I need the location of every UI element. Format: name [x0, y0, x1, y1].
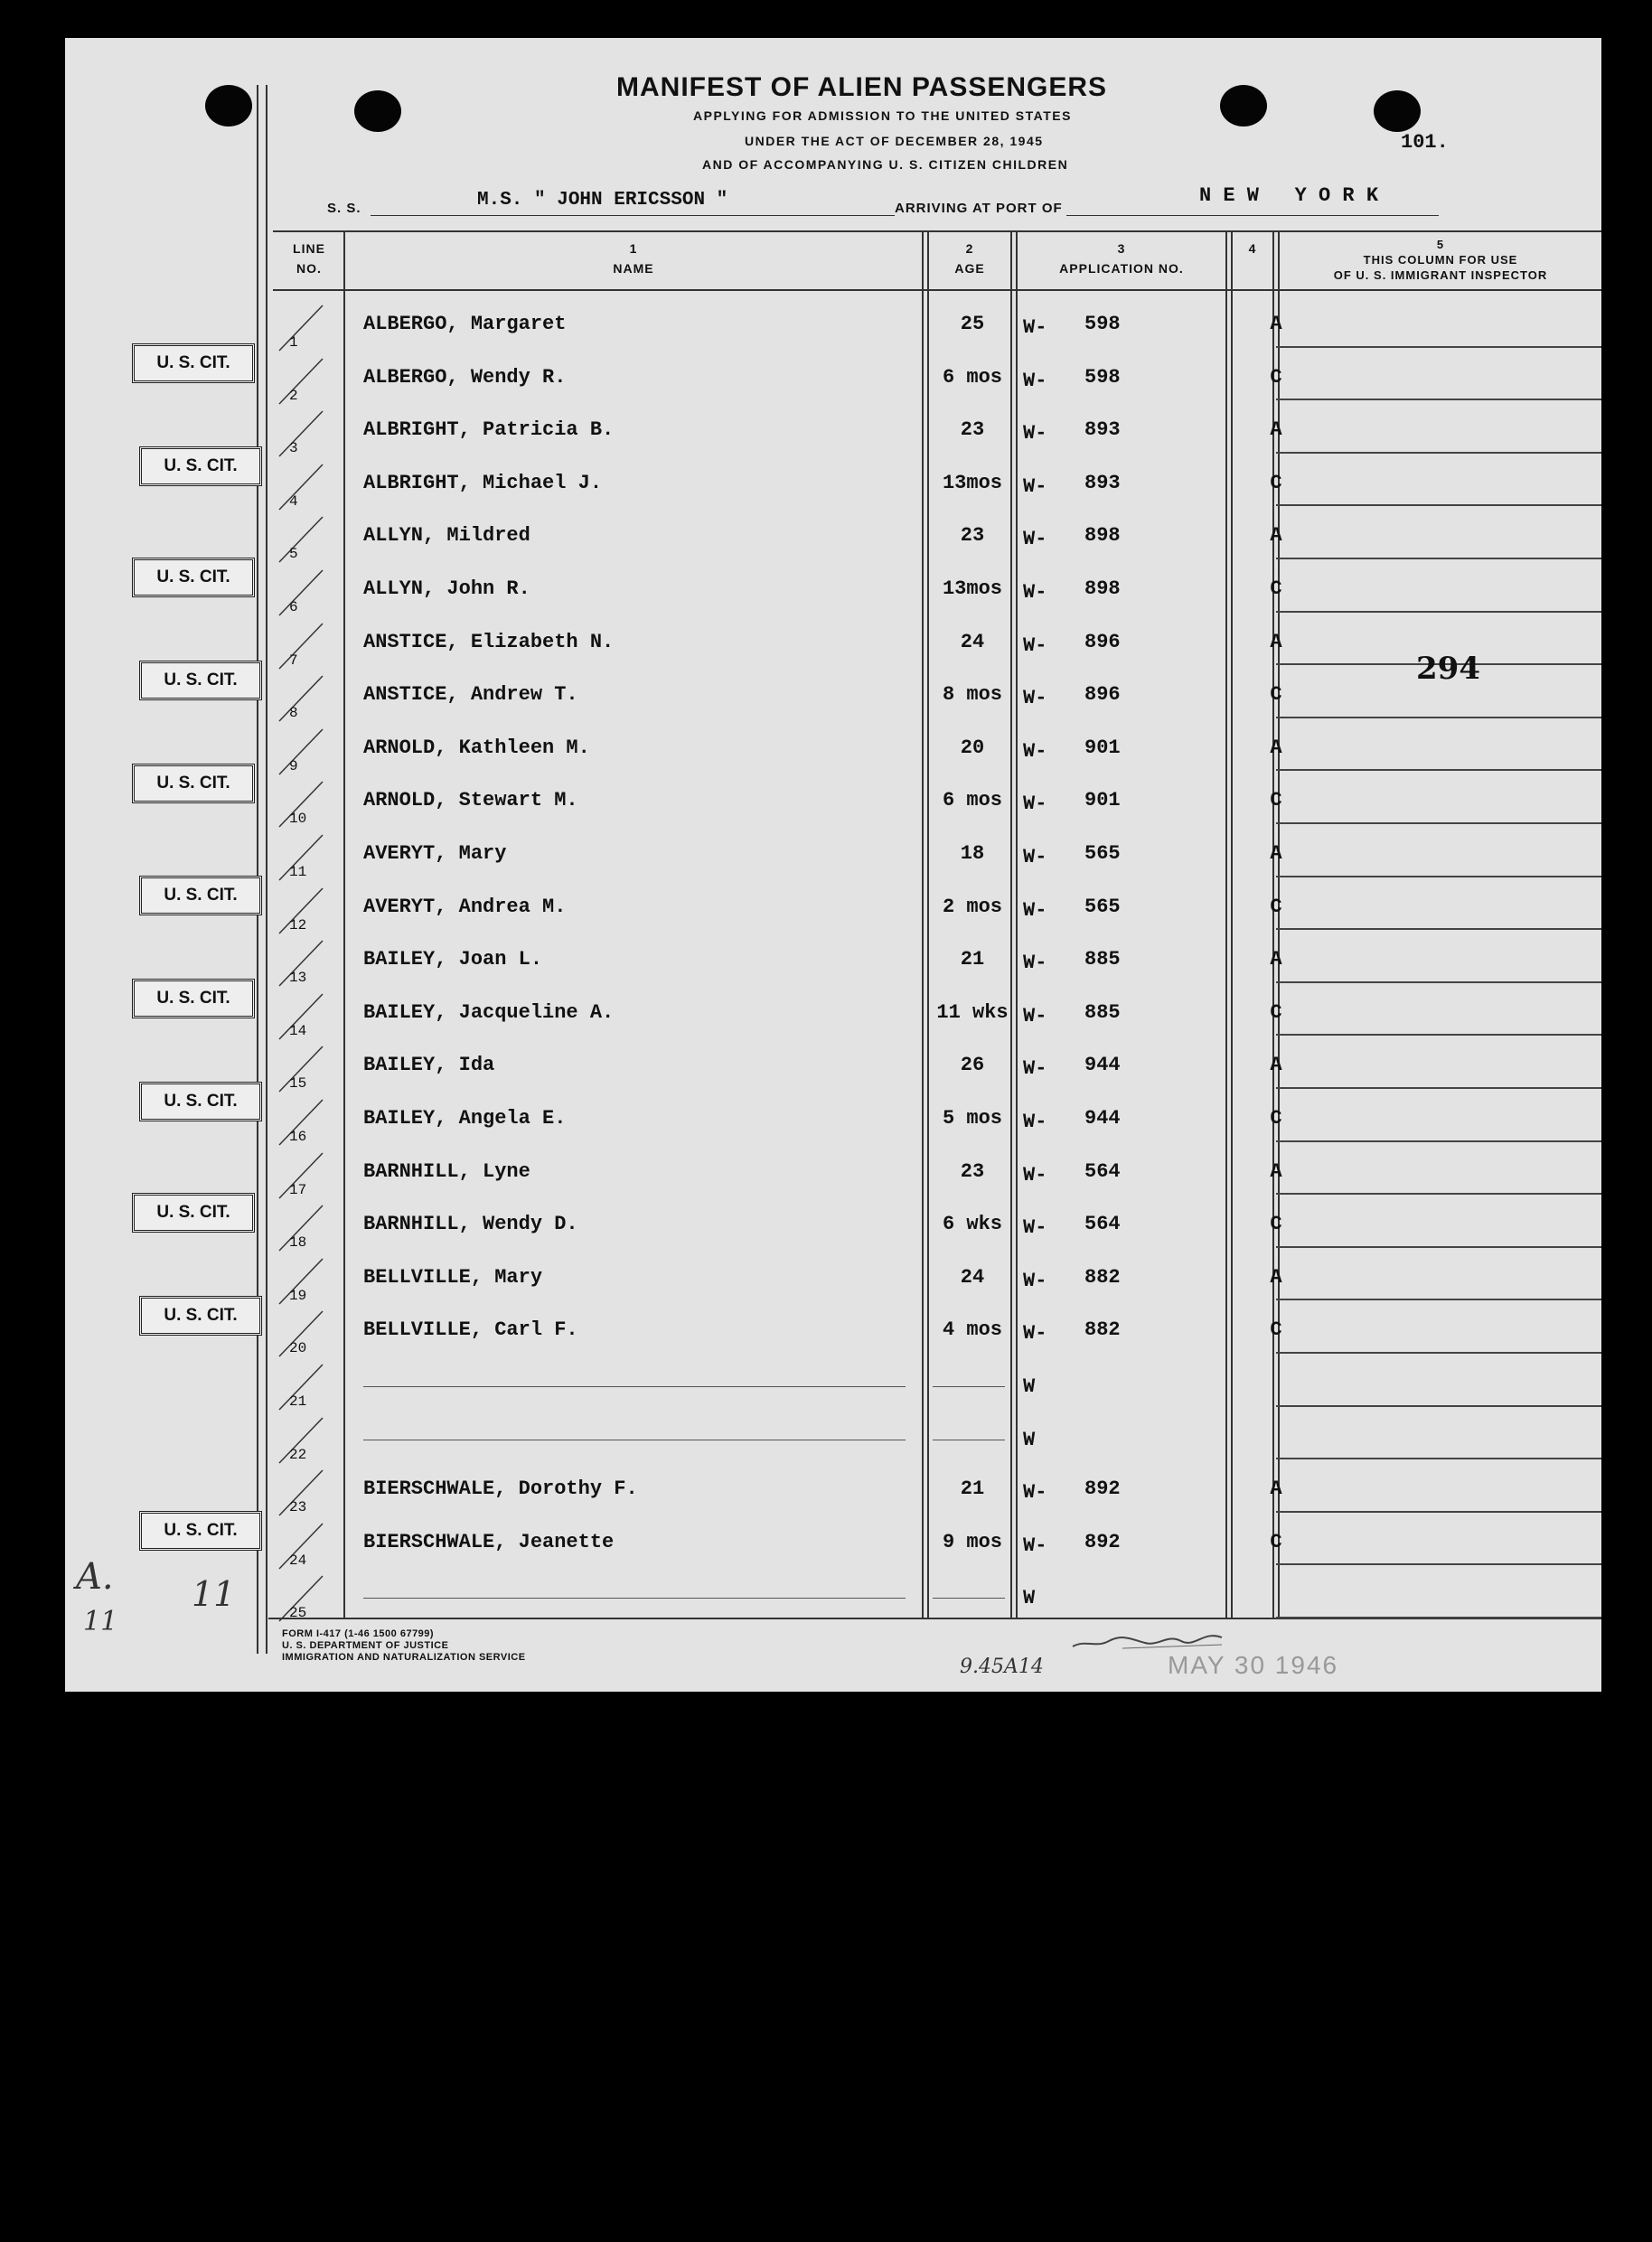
table-row	[65, 1041, 1601, 1094]
application-prefix: W-	[1023, 952, 1047, 975]
passenger-age: 21	[960, 1477, 985, 1501]
inspector-line	[1276, 611, 1601, 613]
header-name: 1 NAME	[613, 241, 654, 276]
passenger-age: 13mos	[942, 471, 1002, 494]
inspector-line	[1276, 1193, 1601, 1195]
us-citizen-stamp: U. S. CIT.	[132, 764, 255, 803]
line-number: 10	[289, 811, 307, 828]
passenger-class: A	[1270, 948, 1282, 971]
us-citizen-stamp: U. S. CIT.	[132, 979, 255, 1018]
table-row	[65, 1148, 1601, 1201]
table-row	[65, 1571, 1601, 1624]
us-citizen-stamp: U. S. CIT.	[139, 661, 262, 700]
application-prefix: W-	[1023, 633, 1047, 657]
form-subtitle: APPLYING FOR ADMISSION TO THE UNITED STATES	[693, 108, 1072, 123]
application-prefix: W-	[1023, 474, 1047, 498]
table-row	[65, 406, 1601, 459]
form-subtitle: AND OF ACCOMPANYING U. S. CITIZEN CHILDREN	[702, 157, 1069, 172]
application-prefix: W-	[1023, 739, 1047, 763]
passenger-age: 4 mos	[942, 1318, 1002, 1342]
line-slash	[277, 511, 324, 564]
handwritten-code: 9.45A14	[960, 1656, 1044, 1678]
line-number: 23	[289, 1499, 307, 1516]
inspector-line	[1276, 717, 1601, 718]
application-number: 885	[1084, 1000, 1121, 1024]
line-number: 1	[289, 334, 298, 351]
application-number: 896	[1084, 630, 1121, 653]
passenger-name: BARNHILL, Lyne	[363, 1159, 530, 1183]
application-number: 885	[1084, 948, 1121, 971]
us-citizen-stamp: U. S. CIT.	[139, 446, 262, 486]
application-prefix: W-	[1023, 846, 1047, 868]
application-prefix: W	[1023, 1428, 1036, 1451]
passenger-name: BAILEY, Jacqueline A.	[363, 1000, 615, 1024]
passenger-class: C	[1270, 365, 1282, 389]
line-number: 18	[289, 1234, 307, 1252]
passenger-age: 9 mos	[942, 1530, 1002, 1553]
table-top-rule	[273, 230, 1601, 232]
inspector-line	[1276, 1299, 1601, 1300]
passenger-age: 6 wks	[942, 1213, 1002, 1236]
passenger-name: ARNOLD, Stewart M.	[363, 789, 578, 812]
us-citizen-stamp: U. S. CIT.	[139, 876, 262, 915]
passenger-name: ALBERGO, Margaret	[363, 313, 567, 335]
application-number: 892	[1084, 1530, 1121, 1553]
passenger-class: A	[1270, 418, 1282, 442]
line-slash	[277, 724, 324, 776]
passenger-name: BAILEY, Joan L.	[363, 948, 543, 971]
inspector-line	[1276, 769, 1601, 771]
application-number: 896	[1084, 683, 1121, 707]
us-citizen-stamp: U. S. CIT.	[139, 1082, 262, 1121]
passenger-class: A	[1270, 1477, 1282, 1501]
inspector-line	[1276, 981, 1601, 983]
application-prefix: W-	[1023, 1216, 1047, 1240]
application-number: 565	[1084, 895, 1121, 918]
inspector-line	[1276, 876, 1601, 877]
table-row	[65, 671, 1601, 724]
application-number: 882	[1084, 1265, 1121, 1289]
passenger-class: A	[1270, 630, 1282, 653]
inspector-line	[1276, 1511, 1601, 1513]
inspector-line	[1276, 928, 1601, 930]
table-row	[65, 1518, 1601, 1571]
port-name: N E W Y O R K	[1199, 184, 1379, 207]
inspector-line	[1276, 822, 1601, 824]
passenger-class: C	[1270, 1000, 1282, 1024]
line-number: 2	[289, 387, 298, 404]
table-row	[65, 1306, 1601, 1359]
application-number: 598	[1084, 313, 1121, 335]
application-prefix: W	[1023, 1587, 1036, 1610]
table-row	[65, 618, 1601, 671]
application-prefix: W-	[1023, 898, 1047, 922]
application-prefix: W-	[1023, 793, 1047, 816]
line-number: 22	[289, 1446, 307, 1463]
application-prefix: W-	[1023, 1322, 1047, 1346]
blank-line	[363, 1386, 906, 1387]
passenger-name: ALLYN, John R.	[363, 577, 530, 600]
passenger-class: C	[1270, 471, 1282, 494]
application-prefix: W-	[1023, 687, 1047, 710]
application-prefix: W-	[1023, 422, 1047, 446]
margin-mark: 11	[192, 1574, 236, 1614]
passenger-name: BAILEY, Angela E.	[363, 1107, 567, 1130]
inspector-note: 294	[1416, 651, 1480, 687]
passenger-name: BARNHILL, Wendy D.	[363, 1213, 578, 1236]
application-number: 944	[1084, 1054, 1121, 1077]
passenger-age: 26	[960, 1054, 985, 1077]
passenger-class: A	[1270, 736, 1282, 759]
table-row	[65, 300, 1601, 353]
passenger-name: AVERYT, Mary	[363, 842, 507, 865]
passenger-class: A	[1270, 313, 1282, 335]
inspector-line	[1276, 504, 1601, 506]
application-number: 882	[1084, 1318, 1121, 1342]
table-row	[65, 1465, 1601, 1518]
application-number: 893	[1084, 418, 1121, 442]
ship-underline	[371, 215, 895, 216]
passenger-name: BAILEY, Ida	[363, 1054, 495, 1077]
passenger-class: C	[1270, 1318, 1282, 1342]
line-number: 9	[289, 757, 298, 774]
application-number: 564	[1084, 1213, 1121, 1236]
line-number: 12	[289, 916, 307, 933]
date-stamp: MAY 30 1946	[1168, 1651, 1339, 1679]
application-number: 564	[1084, 1159, 1121, 1183]
us-citizen-stamp: U. S. CIT.	[132, 1193, 255, 1233]
table-row	[65, 935, 1601, 989]
us-citizen-stamp: U. S. CIT.	[139, 1511, 262, 1551]
passenger-age: 23	[960, 1159, 985, 1183]
manifest-page	[65, 38, 1601, 1692]
ss-label: S. S.	[327, 201, 361, 216]
header-inspector: 5 THIS COLUMN FOR USE OF U. S. IMMIGRANT INSPECTOR	[1333, 238, 1548, 282]
application-prefix: W-	[1023, 1534, 1047, 1557]
application-prefix: W-	[1023, 316, 1047, 339]
inspector-line	[1276, 1246, 1601, 1248]
line-number: 17	[289, 1181, 307, 1198]
passenger-class: C	[1270, 789, 1282, 812]
table-row	[65, 1253, 1601, 1307]
application-number: 898	[1084, 577, 1121, 600]
passenger-name: ANSTICE, Andrew T.	[363, 683, 578, 707]
passenger-name: BELLVILLE, Carl F.	[363, 1318, 578, 1342]
table-row	[65, 1412, 1601, 1466]
passenger-class: C	[1270, 683, 1282, 707]
table-row	[65, 724, 1601, 777]
inspector-line	[1276, 1563, 1601, 1565]
punch-hole	[1220, 85, 1267, 127]
application-prefix: W-	[1023, 1004, 1047, 1027]
header-class: 4	[1248, 241, 1257, 256]
inspector-signature	[1068, 1621, 1231, 1654]
table-row	[65, 830, 1601, 883]
line-number: 11	[289, 864, 307, 880]
inspector-line	[1276, 1140, 1601, 1142]
line-number: 21	[289, 1393, 307, 1410]
passenger-name: ALBRIGHT, Patricia B.	[363, 418, 615, 442]
passenger-age: 6 mos	[942, 365, 1002, 389]
passenger-class: C	[1270, 895, 1282, 918]
table-row	[65, 1094, 1601, 1148]
table-row	[65, 989, 1601, 1042]
arriving-label: ARRIVING AT PORT OF	[895, 201, 1063, 216]
table-row	[65, 1359, 1601, 1412]
line-number: 13	[289, 970, 307, 987]
application-prefix: W-	[1023, 581, 1047, 604]
passenger-class: C	[1270, 1213, 1282, 1236]
form-subtitle: UNDER THE ACT OF DECEMBER 28, 1945	[745, 134, 1044, 148]
passenger-class: A	[1270, 1054, 1282, 1077]
passenger-class: C	[1270, 577, 1282, 600]
application-number: 892	[1084, 1477, 1121, 1501]
margin-mark: A.	[76, 1556, 114, 1598]
application-number: 901	[1084, 736, 1121, 759]
passenger-name: ARNOLD, Kathleen M.	[363, 736, 590, 759]
passenger-name: AVERYT, Andrea M.	[363, 895, 567, 918]
passenger-age: 8 mos	[942, 683, 1002, 707]
inspector-line	[1276, 399, 1601, 400]
us-citizen-stamp: U. S. CIT.	[132, 343, 255, 383]
inspector-line	[1276, 1405, 1601, 1407]
table-row	[65, 459, 1601, 512]
table-row	[65, 511, 1601, 565]
table-row	[65, 353, 1601, 407]
passenger-age: 13mos	[942, 577, 1002, 600]
line-number: 24	[289, 1552, 307, 1569]
margin-mark: 11	[83, 1606, 118, 1637]
passenger-age: 23	[960, 524, 985, 548]
passenger-class: A	[1270, 1265, 1282, 1289]
passenger-class: C	[1270, 1530, 1282, 1553]
table-row	[65, 1200, 1601, 1253]
table-row	[65, 776, 1601, 830]
inspector-line	[1276, 452, 1601, 454]
application-prefix: W-	[1023, 1481, 1047, 1505]
line-number: 5	[289, 546, 298, 563]
page-number: 101.	[1401, 131, 1449, 154]
blank-line	[363, 1598, 906, 1599]
line-slash	[277, 300, 324, 352]
passenger-name: BIERSCHWALE, Jeanette	[363, 1530, 615, 1553]
line-slash	[277, 618, 324, 671]
line-slash	[277, 406, 324, 458]
us-citizen-stamp: U. S. CIT.	[132, 558, 255, 597]
application-prefix: W-	[1023, 1269, 1047, 1292]
table-row	[65, 565, 1601, 618]
header-line-no: LINE NO.	[293, 241, 325, 276]
header-age: 2 AGE	[954, 241, 985, 276]
inspector-line	[1276, 1087, 1601, 1089]
line-slash	[277, 353, 324, 406]
inspector-line	[1276, 1352, 1601, 1354]
us-citizen-stamp: U. S. CIT.	[139, 1296, 262, 1336]
line-number: 15	[289, 1075, 307, 1093]
inspector-line	[1276, 1458, 1601, 1459]
application-prefix: W-	[1023, 1111, 1047, 1133]
passenger-age: 18	[960, 842, 985, 865]
passenger-name: ANSTICE, Elizabeth N.	[363, 630, 615, 653]
passenger-age: 25	[960, 313, 985, 335]
blank-line	[933, 1598, 1005, 1599]
application-number: 598	[1084, 365, 1121, 389]
application-prefix: W-	[1023, 1057, 1047, 1081]
line-number: 4	[289, 492, 298, 510]
table-header-rule	[273, 289, 1601, 291]
passenger-age: 6 mos	[942, 789, 1002, 812]
passenger-class: A	[1270, 842, 1282, 865]
passenger-name: BIERSCHWALE, Dorothy F.	[363, 1477, 638, 1501]
passenger-name: ALBERGO, Wendy R.	[363, 365, 567, 389]
passenger-age: 20	[960, 736, 985, 759]
line-slash	[277, 671, 324, 723]
blank-line	[933, 1386, 1005, 1387]
passenger-age: 24	[960, 630, 985, 653]
application-prefix: W	[1023, 1375, 1036, 1398]
passenger-name: ALLYN, Mildred	[363, 524, 530, 548]
punch-hole	[205, 85, 252, 127]
form-footer: FORM I-417 (1-46 1500 67799) U. S. DEPARTMENT OF JUSTICE IMMIGRATION AND NATURALIZATION SERVICE	[282, 1628, 526, 1663]
line-number: 7	[289, 652, 298, 669]
line-number: 6	[289, 599, 298, 615]
application-prefix: W-	[1023, 528, 1047, 551]
line-number: 20	[289, 1340, 307, 1357]
inspector-line	[1276, 1617, 1601, 1618]
passenger-name: ALBRIGHT, Michael J.	[363, 471, 603, 494]
ship-name: M.S. " JOHN ERICSSON "	[477, 190, 728, 211]
passenger-name: BELLVILLE, Mary	[363, 1265, 543, 1289]
line-number: 19	[289, 1287, 307, 1304]
passenger-age: 24	[960, 1265, 985, 1289]
header-application-no: 3 APPLICATION NO.	[1059, 241, 1184, 276]
application-number: 565	[1084, 842, 1121, 865]
application-number: 898	[1084, 524, 1121, 548]
passenger-class: A	[1270, 1159, 1282, 1183]
line-slash	[277, 565, 324, 617]
application-prefix: W-	[1023, 1163, 1047, 1187]
line-number: 16	[289, 1129, 307, 1145]
application-number: 893	[1084, 471, 1121, 494]
passenger-age: 2 mos	[942, 895, 1002, 918]
passenger-age: 5 mos	[942, 1107, 1002, 1130]
application-number: 944	[1084, 1107, 1121, 1130]
line-number: 8	[289, 705, 298, 722]
punch-hole	[1374, 90, 1421, 132]
inspector-line	[1276, 346, 1601, 348]
application-number: 901	[1084, 789, 1121, 812]
inspector-line	[1276, 1034, 1601, 1036]
port-underline	[1066, 215, 1439, 216]
passenger-class: A	[1270, 524, 1282, 548]
passenger-age: 23	[960, 418, 985, 442]
line-number: 3	[289, 440, 298, 457]
line-number: 14	[289, 1022, 307, 1039]
passenger-age: 11 wks	[936, 1000, 1009, 1024]
line-slash	[277, 459, 324, 511]
line-number: 25	[289, 1605, 307, 1622]
punch-hole	[354, 90, 401, 132]
passenger-class: C	[1270, 1107, 1282, 1130]
passenger-age: 21	[960, 948, 985, 971]
inspector-line	[1276, 558, 1601, 559]
table-row	[65, 883, 1601, 936]
application-prefix: W-	[1023, 369, 1047, 392]
form-title: MANIFEST OF ALIEN PASSENGERS	[616, 72, 1108, 102]
